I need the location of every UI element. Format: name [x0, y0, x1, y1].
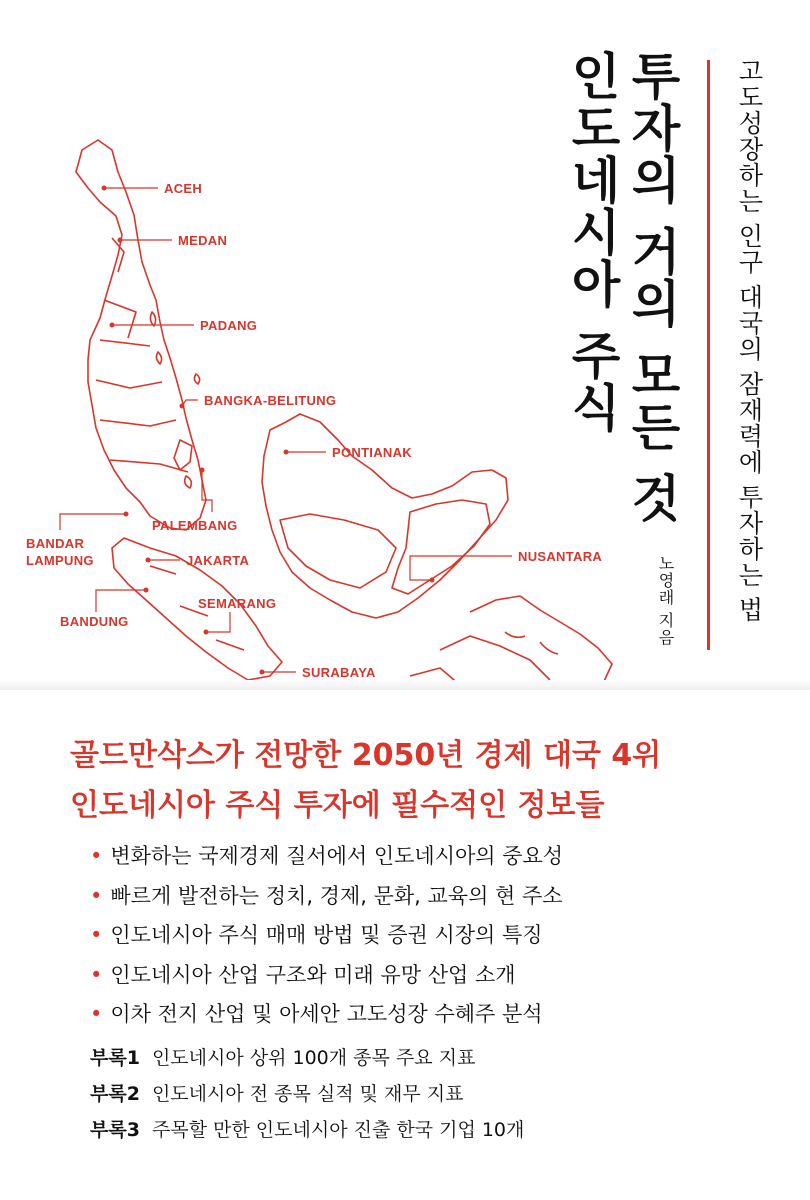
bullet-icon: • — [90, 883, 103, 908]
appendix-item: 부록3 주목할 만한 인도네시아 진출 한국 기업 10개 — [90, 1119, 525, 1141]
appendix-list — [90, 1043, 524, 1151]
appendix-item: 부록1 인도네시아 상위 100개 종목 주요 지표 — [90, 1047, 476, 1069]
bullet-icon: • — [90, 844, 103, 868]
city-label: PADANG — [200, 318, 258, 333]
city-label: BANGKA-BELITUNG — [204, 393, 337, 408]
city-label: LAMPUNG — [26, 553, 94, 568]
city-label: PONTIANAK — [332, 445, 412, 460]
list-item: • 이차 전지 산업 및 아세안 고도성장 수혜주 분석 — [90, 1002, 543, 1026]
city-label: JAKARTA — [186, 553, 250, 568]
headline-line1: 골드만삭스가 전망한 2050년 경제 대국 4위 — [70, 738, 662, 773]
city-label: BANDAR — [26, 536, 85, 551]
list-item: • 빠르게 발전하는 정치, 경제, 문화, 교육의 현 주소 — [90, 883, 563, 908]
book-title-line2: 인도네시아 주식 — [563, 50, 621, 434]
feature-list — [90, 840, 563, 1038]
city-label: NUSANTARA — [518, 549, 603, 564]
author-credit: 노영래 지음 — [656, 555, 675, 647]
bangka-outline — [174, 440, 192, 488]
book-subtitle: 고도성장하는 인구 대국의 잠재력에 투자하는 법 — [735, 58, 764, 623]
city-label: BANDUNG — [60, 614, 129, 629]
city-label: SEMARANG — [198, 596, 277, 611]
appendix-item: 부록2 인도네시아 전 종목 실적 및 재무 지표 — [90, 1083, 464, 1105]
book-title-line1: 투자의 거의 모든 것 — [623, 50, 681, 525]
city-label: SURABAYA — [302, 665, 376, 680]
list-item: • 인도네시아 산업 구조와 미래 유망 산업 소개 — [90, 962, 516, 987]
city-label: PALEMBANG — [152, 518, 238, 533]
bullet-icon: • — [90, 1002, 103, 1026]
bullet-icon: • — [90, 962, 103, 987]
city-label: ACEH — [164, 181, 203, 196]
bullet-icon: • — [90, 923, 103, 947]
divider-bar — [707, 60, 710, 650]
list-item: • 인도네시아 주식 매매 방법 및 증권 시장의 특징 — [90, 923, 543, 947]
list-item: • 변화하는 국제경제 질서에서 인도네시아의 중요성 — [90, 844, 564, 868]
headline-line2: 인도네시아 주식 투자에 필수적인 정보들 — [70, 788, 605, 823]
city-label: MEDAN — [178, 233, 228, 248]
